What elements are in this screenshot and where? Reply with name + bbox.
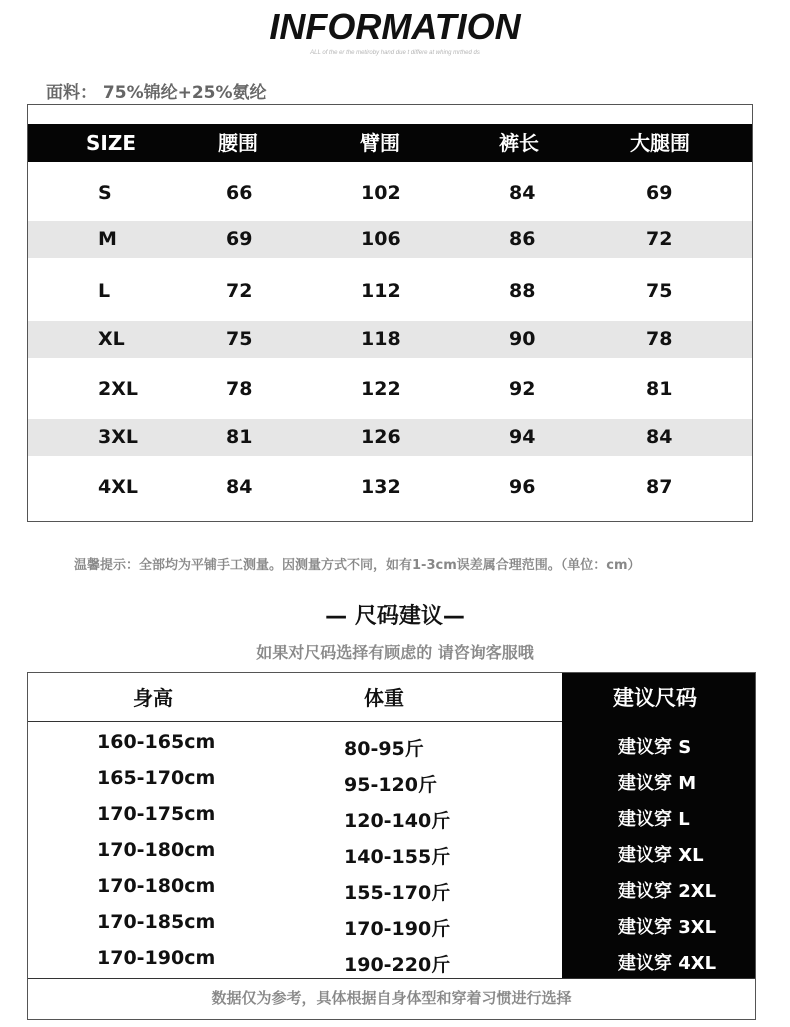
header-waist: 腰围 [218,131,258,155]
thigh-cell: 87 [646,476,673,498]
waist-cell: 66 [226,182,253,204]
thigh-cell: 72 [646,228,673,250]
table-row [28,469,752,506]
height-cell: 170-175cm [97,803,216,825]
height-cell: 165-170cm [97,767,216,789]
thigh-cell: 84 [646,426,673,448]
suggested-size-cell: 建议穿 4XL [618,953,717,974]
header-thigh: 大腿围 [630,131,690,155]
table-row [28,273,752,310]
size-cell: M [98,228,117,250]
size-cell: XL [98,328,125,350]
thigh-cell: 75 [646,280,673,302]
suggested-size-cell: 建议穿 S [618,737,692,758]
thigh-cell: 69 [646,182,673,204]
size-cell: 2XL [98,378,138,400]
weight-cell: 170-190斤 [344,918,451,940]
reference-note: 数据仅为参考，具体根据自身体型和穿着习惯进行选择 [211,989,572,1007]
header-weight: 体重 [364,686,404,710]
arm-cell: 106 [361,228,401,250]
suggested-size-cell: 建议穿 L [618,809,690,830]
size-chart-table [27,104,753,522]
arm-cell: 126 [361,426,401,448]
header-arm: 臂围 [360,131,400,155]
suggested-size-cell: 建议穿 M [618,773,697,794]
weight-cell: 80-95斤 [344,738,424,760]
arm-cell: 112 [361,280,401,302]
suggested-size-cell: 建议穿 XL [618,845,704,866]
length-cell: 86 [509,228,536,250]
waist-cell: 72 [226,280,253,302]
size-cell: S [98,182,112,204]
weight-cell: 155-170斤 [344,882,451,904]
length-cell: 96 [509,476,536,498]
header-suggested-size: 建议尺码 [613,686,697,710]
divider [28,721,562,722]
length-cell: 84 [509,182,536,204]
height-cell: 160-165cm [97,731,216,753]
height-cell: 170-180cm [97,875,216,897]
arm-cell: 122 [361,378,401,400]
fabric-composition: 面料： 75%锦纶+25%氨纶 [46,83,267,103]
size-cell: 3XL [98,426,138,448]
height-cell: 170-180cm [97,839,216,861]
page-title: INFORMATION [269,6,521,47]
weight-cell: 120-140斤 [344,810,451,832]
table-row [28,221,752,258]
table-row [28,371,752,408]
arm-cell: 118 [361,328,401,350]
thigh-cell: 81 [646,378,673,400]
weight-cell: 140-155斤 [344,846,451,868]
recommendation-subtitle: 如果对尺码选择有顾虑的 请咨询客服哦 [256,643,534,662]
measurement-tip: 温馨提示：全部均为平铺手工测量。因测量方式不同，如有1-3cm误差属合理范围。（单位：cm） [74,558,641,573]
size-recommendation-table [27,672,756,1020]
length-cell: 88 [509,280,536,302]
weight-cell: 95-120斤 [344,774,437,796]
header-length: 裤长 [499,131,539,155]
waist-cell: 84 [226,476,253,498]
arm-cell: 102 [361,182,401,204]
thigh-cell: 78 [646,328,673,350]
waist-cell: 75 [226,328,253,350]
waist-cell: 81 [226,426,253,448]
size-cell: 4XL [98,476,138,498]
page-subtitle: ALL of the er the metiroby hand due t differe at whing mrthed ds [310,50,480,56]
table-row [28,321,752,358]
height-cell: 170-185cm [97,911,216,933]
weight-cell: 190-220斤 [344,954,451,976]
size-cell: L [98,280,111,302]
length-cell: 94 [509,426,536,448]
recommendation-title: — 尺码建议— [325,604,465,629]
length-cell: 90 [509,328,536,350]
height-cell: 170-190cm [97,947,216,969]
table-row [28,175,752,212]
waist-cell: 78 [226,378,253,400]
length-cell: 92 [509,378,536,400]
table-row [28,419,752,456]
waist-cell: 69 [226,228,253,250]
divider [28,978,755,979]
suggested-size-cell: 建议穿 3XL [618,917,717,938]
suggested-size-cell: 建议穿 2XL [618,881,717,902]
header-size: SIZE [86,131,137,155]
arm-cell: 132 [361,476,401,498]
header-height: 身高 [133,686,173,710]
size-table-header [28,124,752,162]
